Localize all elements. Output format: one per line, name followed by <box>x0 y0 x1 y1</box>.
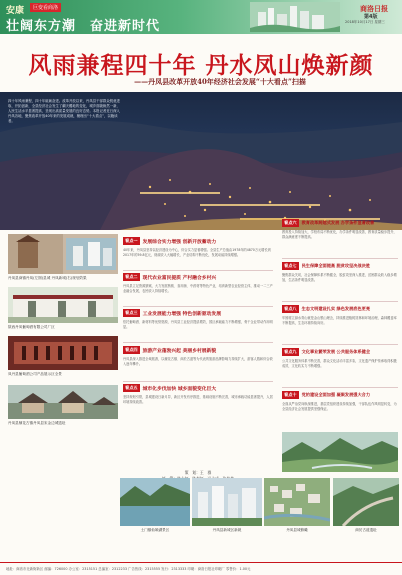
section-6-header <box>282 218 400 228</box>
headline: 风雨兼程四十年 丹水凤山焕新颜 <box>28 52 374 79</box>
page-banner <box>0 0 402 34</box>
section-4-header <box>123 345 273 355</box>
section-title: 城市化步伐加快 城乡面貌变化巨大 <box>142 386 217 392</box>
photo-caption: 丹凤县商镇丹凤(左图)县城 丹凤新城(右)规划效果 <box>8 276 87 280</box>
section-title: 发展综合实力增强 创新开放蓄动力 <box>142 239 217 245</box>
section-8-body: 牢固树立绿水青山就是金山银山理念，持续推进植树造林和环境治理，森林覆盖率不断提高，生态环境持续向好。 <box>282 316 397 325</box>
section-10-header <box>282 390 400 400</box>
section-8-header <box>282 304 400 314</box>
section-title: 生态文明建设扎实 绿色发展底色更亮 <box>301 306 371 311</box>
section-3-body: 依托葡萄酒、新材料等优势资源，丹凤县工业经济提质增效，园区承载能力不断增强，骨干企业带动作用明显。 <box>123 320 273 329</box>
section-10-body: 全面从严治党向纵深推进，基层党组织建设持续加强，干部队伍作风明显转变，为全县经济社会发展提供坚强保证。 <box>282 402 397 411</box>
bottom-photo-newtown <box>192 478 262 526</box>
section-title: 旅游产业蓬勃兴起 美丽乡村展新貌 <box>142 348 217 354</box>
bottom-photo-lake <box>120 478 190 526</box>
photo-wine-display <box>8 336 118 370</box>
section-tag: 看点八 <box>284 306 297 311</box>
section-6-body: 教育投入持续加大，学校布局不断优化，办学条件明显改善，教育质量稳步提升，群众满意度不断提高。 <box>282 230 397 239</box>
banner-badge: 巨变看商洛 <box>30 3 61 12</box>
bottom-photo-caption: 丹凤县新城区新貌 <box>212 528 242 532</box>
subheadline: ——丹凤县改革开放40年经济社会发展“十大看点”扫描 <box>134 77 306 86</box>
photo-mountain-valley <box>282 432 398 472</box>
divider <box>282 301 398 302</box>
section-9-header <box>282 347 400 357</box>
section-title: 教育改革跨越式发展 办学条件显著改善 <box>301 220 375 225</box>
photo-caption: 丹凤县棣花古镇丹凤县宋金边城遗址 <box>8 421 66 425</box>
editors-text: 策 划：王 群 <box>184 470 212 475</box>
photo-ancient-town <box>8 385 118 419</box>
divider <box>282 258 398 259</box>
divider <box>123 306 273 307</box>
city-skyline-image <box>250 2 340 32</box>
photo-caption: 凤丹县葡萄酒公司产品展示区全景 <box>8 372 62 376</box>
section-1-header <box>123 236 273 246</box>
section-tag: 看点一 <box>125 238 138 243</box>
page-number: 第4版 <box>364 14 378 20</box>
section-tag: 看点五 <box>125 385 138 390</box>
section-title: 文化事业繁荣发展 公共服务体系健全 <box>301 349 371 354</box>
section-2-body: 丹凤县立足资源禀赋，大力发展核桃、食用菌、中药材等特色产业，培育新型农业经营主体，推动一二三产业融合发展，农民收入持续增长。 <box>123 284 273 293</box>
section-tag: 看点七 <box>284 263 297 268</box>
section-1-body: 40年来，丹凤县坚持以经济建设为中心，综合实力显著增强。全县生产总值由1978年的4870万元增长到2017年的59.8亿元，财政收入大幅增长，产业结构不断优化，发展动能持续增强。 <box>123 248 271 257</box>
section-title: 工业发展能力增强 特色创新驱动发展 <box>142 311 221 317</box>
divider <box>123 381 273 382</box>
section-2-header <box>123 272 273 282</box>
section-3-header <box>123 308 273 318</box>
section-5-header <box>123 383 273 393</box>
banner-logo: 安康 <box>6 6 25 16</box>
bottom-photo-caption: 商於古道遗址 <box>355 528 377 532</box>
section-tag: 看点九 <box>284 349 297 354</box>
section-tag: 看点二 <box>125 274 138 279</box>
section-9-body: 公共文化服务体系不断完善，群众文化活动丰富多彩，文化遗产保护传承取得积极成效，文化软实力不断增强。 <box>282 359 397 368</box>
section-5-body: 坚持规划引领，县城建设日新月异，新区开发有序推进，基础设施不断完善，城市承载功能显著提升，人居环境持续改善。 <box>123 395 273 404</box>
section-4-body: 丹凤县深入推进全域旅游，以棣花古镇、商於古道等为代表的旅游品牌影响力持续扩大，游客人数和综合收入逐年攀升。 <box>123 357 273 366</box>
section-tag: 看点三 <box>125 310 138 315</box>
section-tag: 看点十 <box>284 392 297 397</box>
divider <box>123 270 273 271</box>
section-tag: 看点六 <box>284 220 297 225</box>
section-title: 党的建设全面加强 凝聚发展强大合力 <box>301 392 371 397</box>
page-footer: 地址：商洛市北新街新区 邮编：726000 办公室：2315151 总编室：2312233 广告热线：2315555 发行：2313333 印刷：商洛日报社印刷厂 零售价：1.00元 <box>0 562 402 575</box>
section-title: 现代农业富民提质 产村融合乡村兴 <box>142 275 217 281</box>
divider <box>282 387 398 388</box>
bottom-photo-road <box>333 478 399 526</box>
issue-date: 2018年10月17日 星期三 <box>345 20 385 24</box>
section-tag: 看点四 <box>125 347 138 352</box>
hero-night-city-photo <box>0 92 402 230</box>
intro-paragraph: 四十年风雨兼程，四十年砥砺奋进。改革开放以来，丹凤县干部群众锐意进取、开拓创新，全县经济社会发生了翻天覆地的变化，城乡面貌焕然一新，人民生活水平显著提高，呈现出高质量发展的良好态势。本报记者近日深入丹凤各地，聚焦改革开放40年来的发展成就，梳理出“十大看点”，以飨读者。 <box>8 99 120 123</box>
bottom-photo-caption: 土门镇仙娥湖景区 <box>140 528 170 532</box>
photo-caption: 陕西丹凤葡萄酒有限公司厂区 <box>8 325 55 329</box>
divider <box>123 342 273 343</box>
section-title: 民生保障全面提高 脱贫攻坚决战决胜 <box>301 263 371 268</box>
photo-winery <box>8 287 118 323</box>
paper-name: 商洛日报 <box>360 4 388 13</box>
photo-town-planning <box>8 234 118 274</box>
banner-slogan: 壮阔东方潮 奋进新时代 <box>6 19 161 34</box>
divider <box>282 344 398 345</box>
bottom-photo-aerial <box>264 478 330 526</box>
bottom-photo-caption: 丹凤县城俯瞰 <box>286 528 308 532</box>
section-7-header <box>282 261 400 271</box>
section-7-body: 聚焦群众关切，社会保障体系不断健全，脱贫攻坚深入推进，贫困群众收入稳步增加，生活条件明显改善。 <box>282 273 397 282</box>
